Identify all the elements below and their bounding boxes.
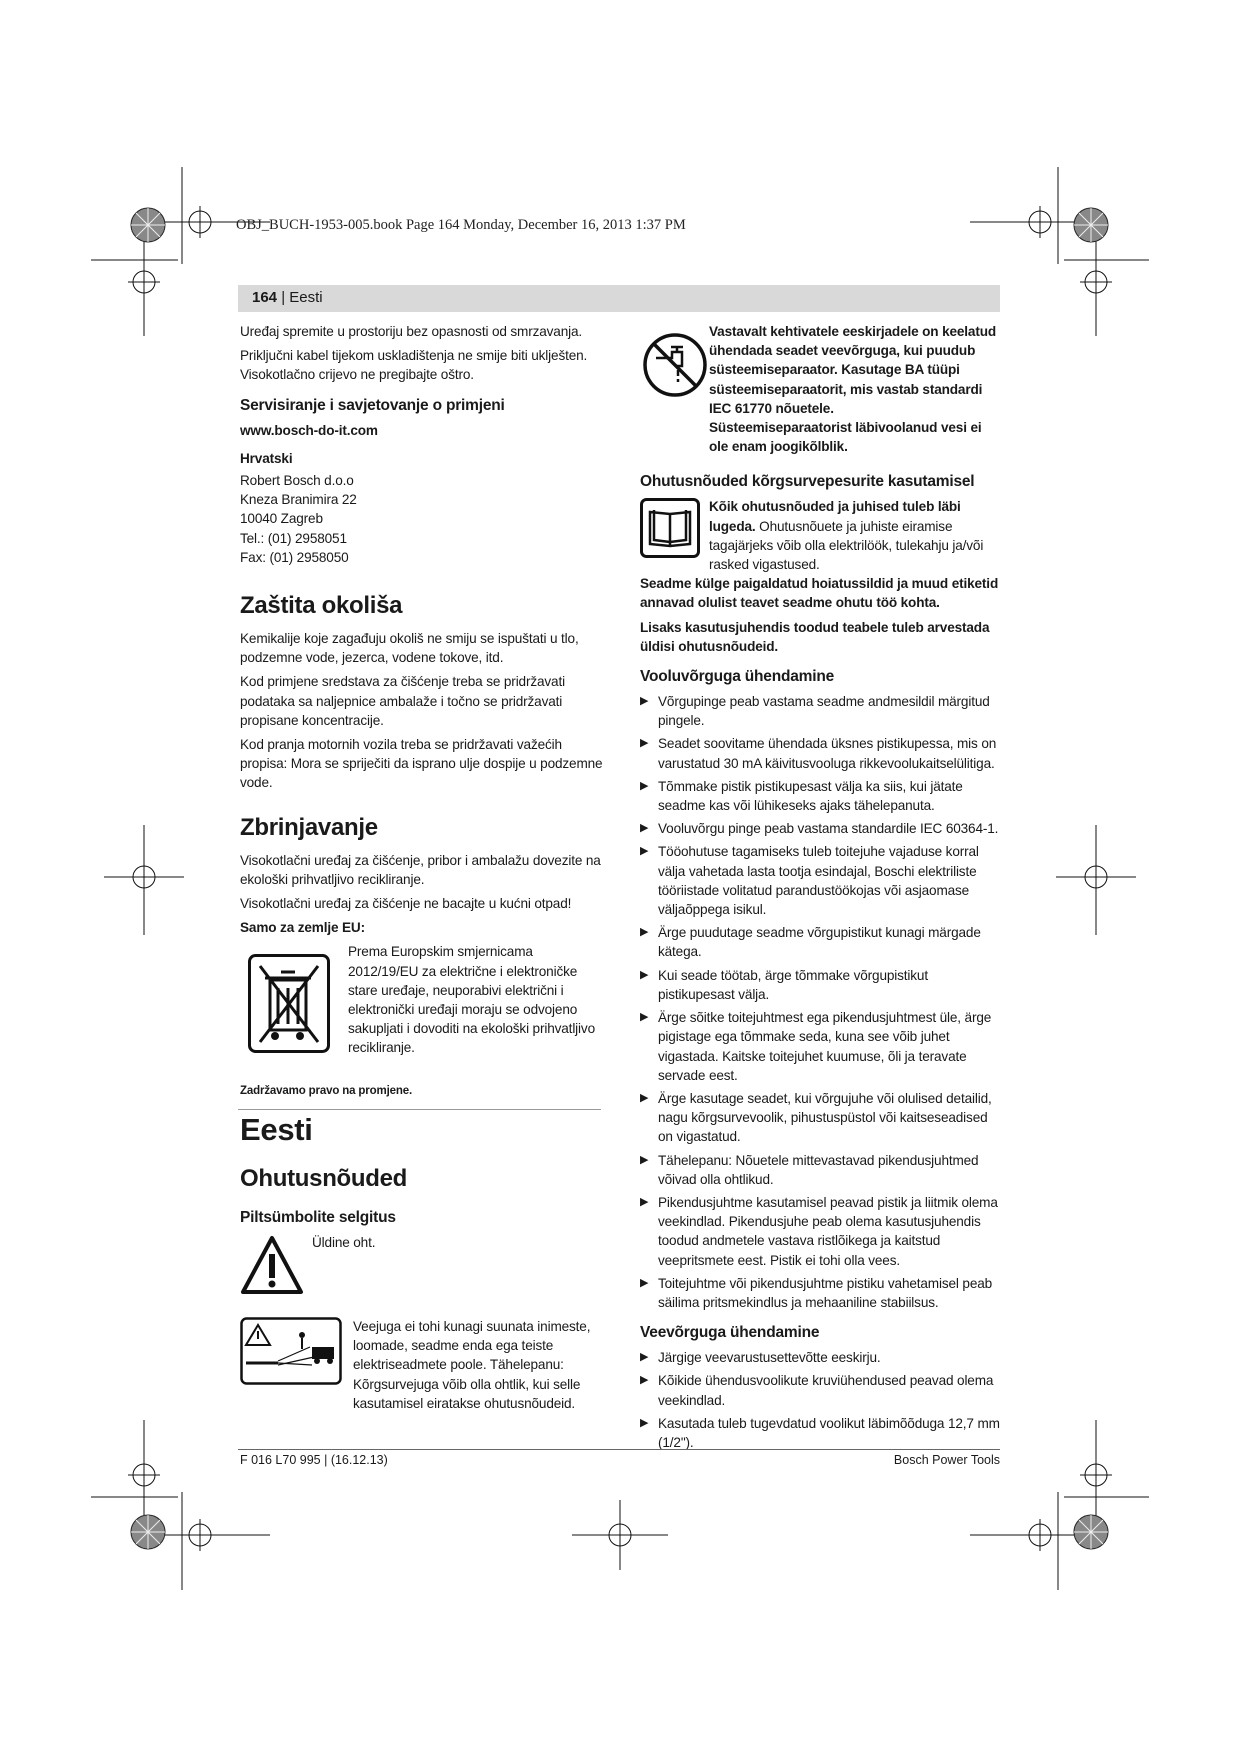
- bullet-arrow-icon: ▶: [640, 1416, 649, 1429]
- list-item: [640, 842, 1002, 919]
- power-heading: Vooluvõrguga ühendamine: [640, 668, 835, 686]
- hp-safety-heading: Ohutusnõuded kõrgsurvepesurite kasutamisel: [640, 473, 975, 491]
- separator-block: [640, 322, 1002, 456]
- list-item-text: Toitejuhtme või pikendusjuhtme pistiku vahetamisel peab säilima pritsmekindlus ja mehaaniline stabiilsus.: [658, 1275, 993, 1310]
- power-list: [640, 692, 1002, 1312]
- disposal-text-1: Visokotlačni uređaj za čišćenje, pribor i ambalažu dovezite na ekološki prihvatljivo recikliranje.: [240, 852, 601, 887]
- list-item: [640, 1371, 1002, 1409]
- address-line: Kneza Branimira 22: [240, 492, 357, 508]
- read-instructions-bold: Kõik ohutusnõuded ja juhised tuleb läbi lugeda.: [709, 499, 961, 534]
- bullet-arrow-icon: ▶: [640, 1195, 649, 1208]
- list-item-text: Vooluvõrgu pinge peab vastama standardile IEC 60364-1.: [658, 821, 999, 837]
- jet-warning-row: [240, 1317, 605, 1417]
- list-item: [640, 734, 1002, 772]
- footer-brand: Bosch Power Tools: [893, 1453, 1000, 1467]
- disposal-heading: Zbrinjavanje: [240, 813, 378, 841]
- address-line: Fax: (01) 2958050: [240, 549, 349, 565]
- manual-text: Lisaks kasutusjuhendis toodud teabele tuleb arvestada üldisi ohutusnõudeid.: [640, 619, 990, 654]
- list-item: [640, 1193, 1002, 1270]
- eu-only-label: Samo za zemlje EU:: [240, 920, 365, 936]
- address-line: Robert Bosch d.o.o: [240, 473, 354, 489]
- list-item: [640, 1151, 1002, 1189]
- address-line: Tel.: (01) 2958051: [240, 530, 347, 546]
- weee-text: Prema Europskim smjernicama 2012/19/EU za električne i elektroničke stare uređaje, neuporabivi električni i elektronički uređaji moraju se odvojeno sakupljati i dovoditi na ekološki prihvatljivo recikliranje.: [348, 944, 595, 1056]
- bullet-arrow-icon: ▶: [640, 822, 649, 835]
- rights-reserved: Zadržavamo pravo na promjene.: [240, 1085, 413, 1098]
- list-item: [640, 692, 1002, 730]
- read-instructions-block: [640, 497, 1002, 574]
- env-text-3: Kod pranja motornih vozila treba se pridržavati važećih propisa: Mora se spriječiti da isprano ulje dospije u podzemne vode.: [240, 737, 603, 791]
- crossed-bin-icon: [248, 954, 330, 1053]
- cable-text: Priključni kabel tijekom uskladištenja ne smije biti uklješten. Visokotlačno crijevo ne pregibajte oštro.: [240, 348, 588, 383]
- no-tap-connection-icon: [642, 332, 708, 398]
- bullet-arrow-icon: ▶: [640, 1153, 649, 1166]
- water-heading: Veevõrguga ühendamine: [640, 1324, 820, 1342]
- list-item-text: Ärge sõitke toitejuhtmest ega pikendusjuhtmest üle, ärge pigistage ega tõmmake seda, kuna see võib juhet vigastada. Kaitske toitejuhet kuumuse, õli ja teravate servade eest.: [658, 1010, 992, 1083]
- bullet-arrow-icon: ▶: [640, 845, 649, 858]
- country-label: Hrvatski: [240, 450, 293, 466]
- water-list: [640, 1348, 1002, 1452]
- list-item: [640, 1348, 1002, 1367]
- list-item: [640, 923, 1002, 961]
- address-block: [240, 471, 605, 567]
- eesti-section: [240, 1112, 605, 1417]
- safety-heading: Ohutusnõuded: [240, 1165, 408, 1192]
- list-item-text: Kõikide ühendusvoolikute kruviühendused peavad olema veekindlad.: [658, 1373, 994, 1408]
- list-item-text: Seadet soovitame ühendada üksnes pistikupessa, mis on varustatud 30 mA käivitusvooluga rikkevoolukaitselülitiga.: [658, 736, 997, 771]
- disposal-text-2: Visokotlačni uređaj za čišćenje ne bacajte u kućni otpad!: [240, 896, 572, 912]
- list-item: [640, 1089, 1002, 1147]
- separator-warning: [709, 322, 1002, 456]
- general-danger-text: Üldine oht.: [312, 1235, 376, 1250]
- env-text-1: Kemikalije koje zagađuju okoliš ne smiju se ispuštati u tlo, podzemne vode, jezerca, vodene tokove, itd.: [240, 631, 579, 666]
- list-item-text: Tõmmake pistik pistikupesast välja ka siis, kui jätate seadme kas või lühikeseks ajaks tähelepanuta.: [658, 778, 963, 814]
- address-line: 10040 Zagreb: [240, 511, 323, 527]
- bullet-arrow-icon: ▶: [640, 1276, 649, 1289]
- bullet-arrow-icon: ▶: [640, 926, 649, 939]
- list-item-text: Kui seade töötab, ärge tõmmake võrgupistikut pistikupesast välja.: [658, 967, 928, 1002]
- labels-text: Seadme külge paigaldatud hoiatussildid ja muud etiketid annavad olulist teavet seadme ohutu töö kohta.: [640, 576, 999, 611]
- storage-text: Uređaj spremite u prostoriju bez opasnosti od smrzavanja.: [240, 324, 583, 339]
- separator-text: Vastavalt kehtivatele eeskirjadele on keelatud ühendada seadet veevõrguga, kui puudub süsteemiseparaator. Kasutage BA tüüpi süsteemiseparaatorit, mis vastab standardi IEC 61770 nõuetele.: [709, 324, 997, 416]
- read-instructions-rest: Ohutusnõuete ja juhiste eiramise tagajärjeks võib olla elektrilöök, tulekahju ja/või rasked vigastused.: [709, 518, 984, 573]
- list-item-text: Kasutada tuleb tugevdatud voolikut läbimõõduga 12,7 mm (1/2").: [658, 1415, 1000, 1450]
- list-item-text: Tähelepanu: Nõuetele mittevastavad pikendusjuhtmed võivad olla ohtlikud.: [658, 1152, 979, 1187]
- general-danger-row: [240, 1233, 605, 1307]
- list-item-text: Tööohutuse tagamiseks tuleb toitejuhe vajaduse korral välja vahetada lasta tootja esindajal, Boschi elektriliste tööriistade volitatud parandustöökojas või asjaomase väljaõppega isikul.: [658, 844, 979, 918]
- list-item-text: Ärge puudutage seadme võrgupistikut kunagi märgade kätega.: [658, 925, 981, 960]
- manual-book-icon: [640, 498, 700, 558]
- header-section: Eesti: [289, 289, 323, 306]
- footer-rule: [238, 1449, 1000, 1450]
- bullet-arrow-icon: ▶: [640, 695, 649, 708]
- symbols-heading: Piltsümbolite selgitus: [240, 1209, 396, 1226]
- list-item-text: Võrgupinge peab vastama seadme andmesildil märgitud pingele.: [658, 694, 990, 729]
- page-header-text: 164 | Eesti: [252, 289, 323, 306]
- website-link[interactable]: www.bosch-do-it.com: [240, 422, 378, 438]
- list-item: [640, 1274, 1002, 1312]
- weee-block: [240, 942, 605, 1082]
- list-item: [640, 1008, 1002, 1085]
- bullet-arrow-icon: ▶: [640, 968, 649, 981]
- page-number: 164: [252, 289, 278, 306]
- list-item: [640, 1414, 1002, 1452]
- bullet-arrow-icon: ▶: [640, 737, 649, 750]
- service-heading: Servisiranje i savjetovanje o primjeni: [240, 396, 505, 414]
- list-item-text: Pikendusjuhtme kasutamisel peavad pistik ja liitmik olema veekindlad. Pikendusjuhe peab olema kasutusjuhendis toodud andmetele vastava ristlõikega ja kaitstud veepritsmete eest. Pistik ei tohi olla vees.: [658, 1194, 998, 1268]
- list-item: [640, 819, 1002, 838]
- separator-text-2: Süsteemiseparaatorist läbivoolanud vesi ei ole enam joogikõlblik.: [709, 420, 982, 455]
- read-instructions-text: [709, 497, 1002, 574]
- env-text-2: Kod primjene sredstava za čišćenje treba se pridržavati podataka sa naljepnice ambalaže i točno se pridržavati propisane koncentracije.: [240, 674, 565, 728]
- list-item: [640, 966, 1002, 1004]
- right-column: [640, 322, 1002, 1456]
- list-item-text: Ärge kasutage seadet, kui võrgujuhe või olulised detailid, nagu kõrgsurvevoolik, pihustuspüstol või kaitseseadised on vigastatud.: [658, 1090, 992, 1145]
- section-divider: [238, 1109, 601, 1110]
- eesti-heading: Eesti: [240, 1112, 313, 1147]
- bullet-arrow-icon: ▶: [640, 1011, 649, 1024]
- bullet-arrow-icon: ▶: [640, 1351, 649, 1364]
- water-jet-warning-icon: [240, 1317, 342, 1385]
- left-column: [240, 322, 605, 1142]
- list-item-text: Järgige veevarustusettevõtte eeskirju.: [658, 1350, 881, 1366]
- bullet-arrow-icon: ▶: [640, 779, 649, 792]
- footer-doc-id: F 016 L70 995 | (16.12.13): [240, 1453, 388, 1467]
- page-header: [238, 285, 1000, 312]
- jet-warning-text: Veejuga ei tohi kunagi suunata inimeste, loomade, seadme enda ega teiste elektriseadmete poole. Tähelepanu: Kõrgsurvejuga võib olla ohtlik, kui selle kasutamisel eiratakse ohutusnõudeid.: [353, 1319, 591, 1411]
- bullet-arrow-icon: ▶: [640, 1091, 649, 1104]
- list-item: [640, 777, 1002, 815]
- bullet-arrow-icon: ▶: [640, 1374, 649, 1387]
- env-heading: Zaštita okoliša: [240, 592, 403, 620]
- book-line: OBJ_BUCH-1953-005.book Page 164 Monday, December 16, 2013 1:37 PM: [236, 217, 686, 233]
- warning-triangle-icon: [240, 1235, 304, 1295]
